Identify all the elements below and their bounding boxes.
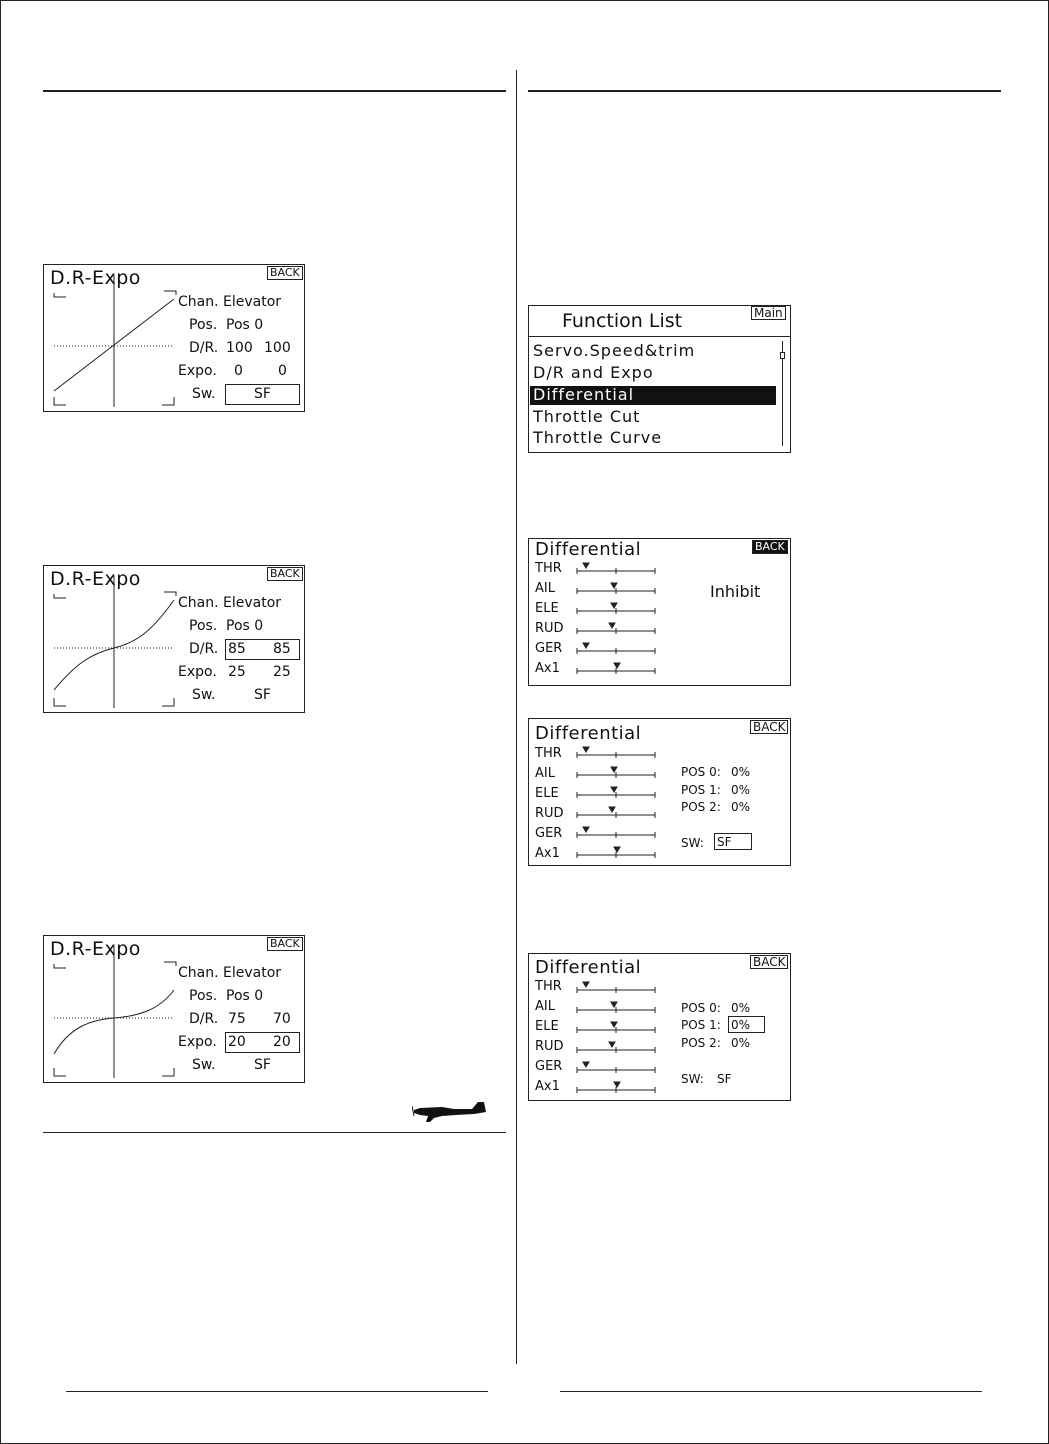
function-list-item-selected[interactable]: Differential — [533, 385, 635, 404]
expo-value-2[interactable]: 20 — [273, 1034, 291, 1050]
channel-label: GER — [535, 641, 563, 656]
expo-value-1[interactable]: 0 — [234, 363, 243, 379]
expo-value-1[interactable]: 20 — [228, 1034, 246, 1050]
expo-label: Expo. — [178, 1034, 217, 1050]
right-footer-rule — [560, 1391, 982, 1392]
pos2-label: POS 2: — [681, 1036, 721, 1050]
channel-label: ELE — [535, 1019, 559, 1034]
screen-title: Differential — [535, 539, 642, 560]
back-button[interactable]: BACK — [267, 937, 303, 951]
back-button[interactable]: BACK — [267, 567, 303, 581]
sw-label: SW: — [681, 836, 704, 850]
sw-label: Sw. — [192, 687, 216, 703]
left-section-rule — [43, 1132, 506, 1133]
function-list-item[interactable]: Throttle Cut — [533, 407, 641, 426]
main-button[interactable]: Main — [751, 306, 786, 320]
sw-value[interactable]: SF — [717, 835, 732, 849]
dr-value-2[interactable]: 85 — [273, 641, 291, 657]
sw-value[interactable]: SF — [254, 386, 271, 402]
screen-title: D.R-Expo — [50, 568, 141, 590]
pos-label: Pos. — [189, 618, 218, 634]
pos-label: Pos. — [189, 317, 218, 333]
channel-label: RUD — [535, 806, 564, 821]
function-list-item[interactable]: D/R and Expo — [533, 363, 654, 382]
chan-label: Chan. — [178, 595, 219, 611]
channel-label: THR — [535, 979, 562, 994]
screen-title: D.R-Expo — [50, 938, 141, 960]
function-list-item[interactable]: Servo.Speed&trim — [533, 341, 696, 360]
sw-label: Sw. — [192, 386, 216, 402]
screen-title: Differential — [535, 723, 642, 744]
sw-value[interactable]: SF — [254, 1057, 271, 1073]
scrollbar-thumb[interactable] — [780, 352, 785, 359]
differential-screen-1 — [528, 538, 791, 686]
screen-title: Differential — [535, 957, 642, 978]
dr-label: D/R. — [189, 641, 219, 657]
pos0-label: POS 0: — [681, 765, 721, 779]
function-list-title: Function List — [562, 310, 683, 332]
pos-value[interactable]: Pos 0 — [226, 988, 264, 1004]
pos1-value[interactable]: 0% — [731, 783, 751, 797]
pos0-value[interactable]: 0% — [731, 765, 751, 779]
pos2-value[interactable]: 0% — [731, 1036, 751, 1050]
channel-label: THR — [535, 746, 562, 761]
dr-label: D/R. — [189, 340, 219, 356]
pos2-value[interactable]: 0% — [731, 800, 751, 814]
dr-value-2[interactable]: 100 — [264, 340, 291, 356]
expo-label: Expo. — [178, 664, 217, 680]
back-button[interactable]: BACK — [750, 955, 788, 969]
airplane-icon — [412, 1100, 490, 1124]
expo-value-2[interactable]: 0 — [278, 363, 287, 379]
sw-value[interactable]: SF — [717, 1072, 732, 1086]
inhibit-status[interactable]: Inhibit — [710, 582, 761, 601]
channel-label: Ax1 — [535, 1079, 560, 1094]
function-list-item[interactable]: Throttle Curve — [533, 428, 663, 447]
chan-value[interactable]: Elevator — [223, 595, 282, 611]
channel-label: ELE — [535, 786, 559, 801]
pos0-value[interactable]: 0% — [731, 1001, 751, 1015]
sw-label: Sw. — [192, 1057, 216, 1073]
pos-value[interactable]: Pos 0 — [226, 317, 264, 333]
dr-label: D/R. — [189, 1011, 219, 1027]
channel-label: ELE — [535, 601, 559, 616]
channel-label: RUD — [535, 1039, 564, 1054]
chan-value[interactable]: Elevator — [223, 965, 282, 981]
channel-label: THR — [535, 561, 562, 576]
screen-title: D.R-Expo — [50, 267, 141, 289]
dr-value-1[interactable]: 75 — [228, 1011, 246, 1027]
differential-screen-2 — [528, 718, 791, 866]
expo-value-1[interactable]: 25 — [228, 664, 246, 680]
left-header-rule — [43, 90, 506, 92]
back-button[interactable]: BACK — [267, 266, 303, 280]
function-list-screen — [528, 305, 791, 453]
pos-label: Pos. — [189, 988, 218, 1004]
channel-label: AIL — [535, 766, 555, 781]
sw-value[interactable]: SF — [254, 687, 271, 703]
chan-value[interactable]: Elevator — [223, 294, 282, 310]
dr-value-1[interactable]: 85 — [228, 641, 246, 657]
sw-label: SW: — [681, 1072, 704, 1086]
channel-label: AIL — [535, 999, 555, 1014]
right-header-rule — [528, 90, 1001, 92]
dr-value-2[interactable]: 70 — [273, 1011, 291, 1027]
pos2-label: POS 2: — [681, 800, 721, 814]
channel-sliders — [529, 539, 790, 685]
left-footer-rule — [66, 1391, 488, 1392]
channel-label: GER — [535, 826, 563, 841]
channel-label: AIL — [535, 581, 555, 596]
expo-label: Expo. — [178, 363, 217, 379]
channel-label: Ax1 — [535, 661, 560, 676]
pos1-value[interactable]: 0% — [731, 1018, 751, 1032]
channel-label: Ax1 — [535, 846, 560, 861]
dr-value-1[interactable]: 100 — [226, 340, 253, 356]
pos1-label: POS 1: — [681, 783, 721, 797]
differential-screen-3 — [528, 953, 791, 1101]
chan-label: Chan. — [178, 965, 219, 981]
chan-label: Chan. — [178, 294, 219, 310]
pos0-label: POS 0: — [681, 1001, 721, 1015]
column-divider — [516, 70, 517, 1364]
pos-value[interactable]: Pos 0 — [226, 618, 264, 634]
dr-expo-screen-3 — [43, 935, 305, 1083]
back-button[interactable]: BACK — [752, 540, 788, 554]
back-button[interactable]: BACK — [750, 720, 788, 734]
dr-expo-screen-1 — [43, 264, 305, 412]
channel-label: RUD — [535, 621, 564, 636]
function-list-divider — [529, 336, 790, 337]
channel-label: GER — [535, 1059, 563, 1074]
dr-expo-screen-2 — [43, 565, 305, 713]
pos1-label: POS 1: — [681, 1018, 721, 1032]
expo-value-2[interactable]: 25 — [273, 664, 291, 680]
